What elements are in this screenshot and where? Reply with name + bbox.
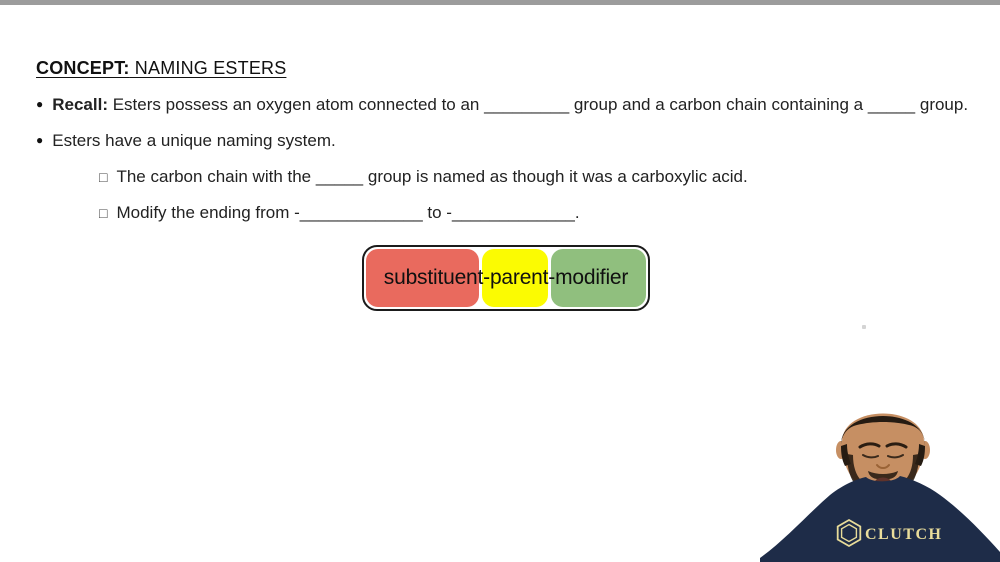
- recall-text: Esters possess an oxygen atom connected to an _________ group and a carbon chain containing a _____ group.: [108, 95, 969, 114]
- bullet-icon: ●: [36, 133, 44, 147]
- bullet-recall: [36, 95, 968, 115]
- sub2-text: Modify the ending from -_____________ to -_____________.: [116, 203, 580, 222]
- title-text: NAMING ESTERS: [129, 58, 287, 78]
- page-title: [36, 58, 286, 79]
- sub1-text: The carbon chain with the _____ group is named as though it was a carboxylic acid.: [116, 167, 748, 186]
- square-bullet-icon: □: [99, 169, 108, 185]
- bullet-naming-system: [36, 131, 336, 151]
- clutch-logo-text: CLUTCH: [865, 526, 943, 543]
- webcam-person: [760, 392, 1000, 562]
- bullet2-text: Esters have a unique naming system.: [52, 131, 336, 150]
- top-bar: [0, 0, 1000, 5]
- sub-bullet-carbon-chain: [99, 167, 748, 187]
- bullet-icon: ●: [36, 97, 44, 111]
- square-bullet-icon: □: [99, 205, 108, 221]
- person-shirt: [760, 476, 1000, 562]
- naming-diagram-label: substituent-parent-modifier: [383, 266, 629, 289]
- naming-diagram: [362, 245, 650, 311]
- sub-bullet-modify-ending: [99, 203, 580, 223]
- title-prefix: CONCEPT:: [36, 58, 130, 78]
- recall-label: Recall:: [52, 95, 108, 114]
- screen-artifact-dot: [862, 325, 866, 329]
